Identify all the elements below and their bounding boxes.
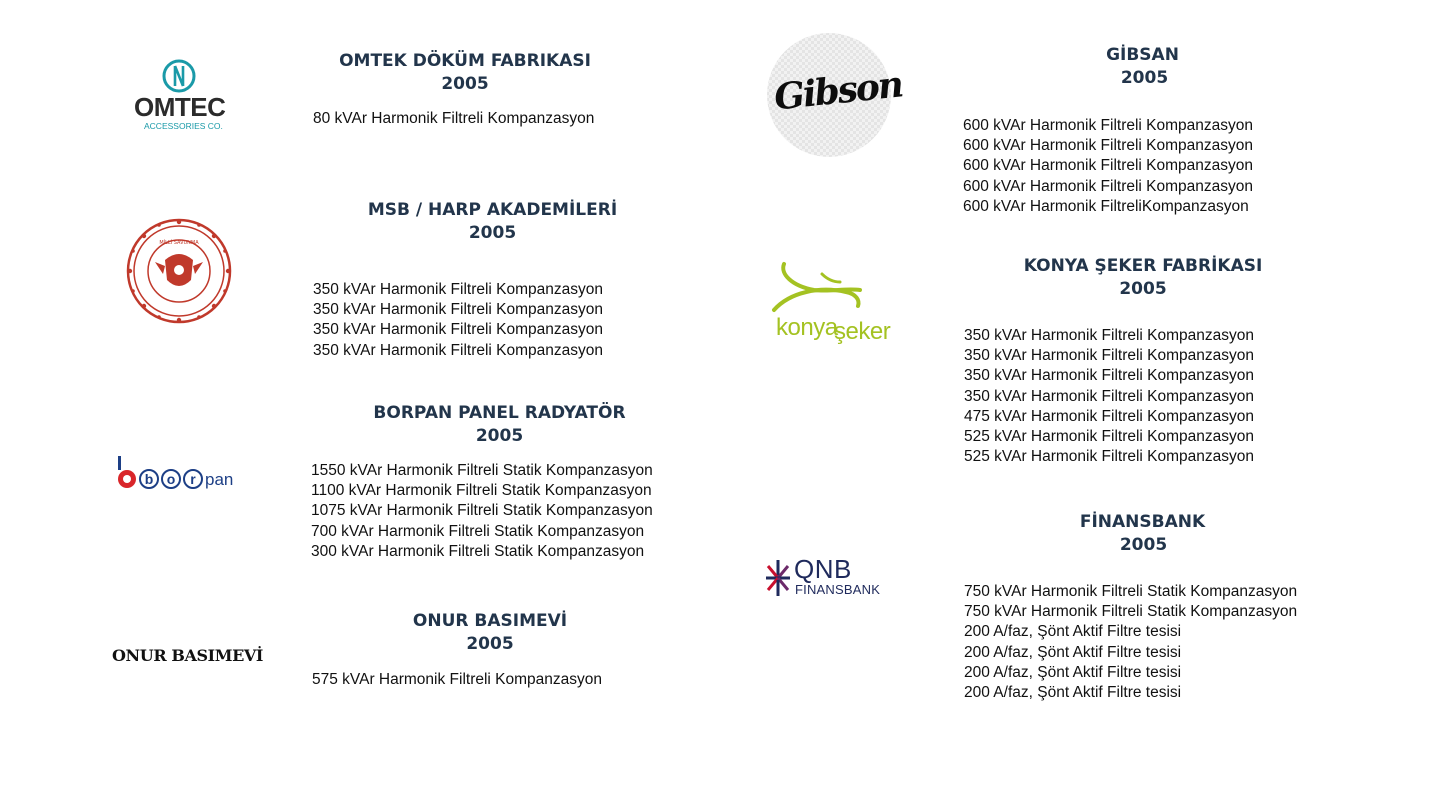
project-item: 600 kVAr Harmonik Filtreli Kompanzasyon <box>963 137 1254 155</box>
project-item: 600 kVAr Harmonik Filtreli Kompanzasyon <box>963 177 1254 195</box>
project-item: 600 kVAr Harmonik Filtreli Kompanzasyon <box>963 117 1254 134</box>
project-year: 2005 <box>441 74 489 94</box>
project-year: 2005 <box>466 634 514 654</box>
project-item: 350 kVAr Harmonik Filtreli Kompanzasyon <box>313 321 604 339</box>
project-item: 350 kVAr Harmonik Filtreli Kompanzasyon <box>964 367 1255 385</box>
svg-text:b: b <box>144 471 154 487</box>
project-item: 475 kVAr Harmonik Filtreli Kompanzasyon <box>964 407 1255 425</box>
project-item: 600 kVAr Harmonik FiltreliKompanzasyon <box>963 197 1249 215</box>
project-name: GİBSAN <box>1106 45 1179 65</box>
project-items <box>963 116 1253 217</box>
onur-basimevi-logo-text: ONUR BASIMEVİ <box>112 646 263 665</box>
project-item: 350 kVAr Harmonik Filtreli Kompanzasyon <box>964 327 1255 344</box>
onur-basimevi-logo <box>112 644 263 670</box>
qnb-emblem-icon <box>764 556 792 600</box>
svg-text:pan: pan <box>205 470 234 489</box>
project-item: 525 kVAr Harmonik Filtreli Kompanzasyon <box>964 428 1255 446</box>
konya-seker-logo <box>770 260 892 354</box>
project-item: 80 kVAr Harmonik Filtreli Kompanzasyon <box>313 110 595 127</box>
project-items <box>311 461 653 562</box>
qnb-finansbank-logo <box>764 554 888 600</box>
project-title <box>1000 44 1285 90</box>
svg-text:MİLLİ SAVUNMA: MİLLİ SAVUNMA <box>159 240 199 246</box>
svg-text:r: r <box>190 471 196 487</box>
project-year: 2005 <box>1119 279 1167 299</box>
project-name: ONUR BASIMEVİ <box>412 611 568 631</box>
project-item: 350 kVAr Harmonik Filtreli Kompanzasyon <box>313 301 604 319</box>
project-items <box>313 109 594 129</box>
seker-logo-text: şeker <box>834 318 891 345</box>
project-title <box>345 199 640 245</box>
konya-logo-text: konya <box>776 314 838 341</box>
project-items <box>313 280 603 361</box>
project-title <box>1000 511 1285 557</box>
project-title <box>320 50 610 96</box>
project-title <box>998 255 1288 301</box>
borpan-emblem-icon <box>116 454 244 494</box>
project-item: 200 A/faz, Şönt Aktif Filtre tesisi <box>964 663 1182 681</box>
project-item: 575 kVAr Harmonik Filtreli Kompanzasyon <box>312 671 603 688</box>
project-title <box>352 402 647 448</box>
project-items <box>964 582 1297 703</box>
project-title <box>345 610 635 656</box>
project-item: 700 kVAr Harmonik Filtreli Statik Kompanzasyon <box>311 522 645 540</box>
gibson-logo <box>766 32 904 158</box>
project-item: 350 kVAr Harmonik Filtreli Kompanzasyon <box>313 281 604 298</box>
omtec-logo-subtext: ACCESSORIES CO. <box>144 121 223 131</box>
qnb-logo-text: QNB <box>794 554 852 584</box>
project-item: 1100 kVAr Harmonik Filtreli Statik Kompanzasyon <box>311 482 652 500</box>
project-name: OMTEK DÖKÜM FABRIKASI <box>339 51 591 71</box>
project-year: 2005 <box>475 426 524 446</box>
project-item: 600 kVAr Harmonik Filtreli Kompanzasyon <box>963 157 1254 175</box>
project-item: 300 kVAr Harmonik Filtreli Statik Kompanzasyon <box>311 542 645 560</box>
msb-emblem-logo <box>125 218 233 324</box>
project-items <box>312 670 602 690</box>
project-item: 525 kVAr Harmonik Filtreli Kompanzasyon <box>964 448 1255 466</box>
project-item: 350 kVAr Harmonik Filtreli Kompanzasyon <box>964 387 1255 405</box>
project-name: BORPAN PANEL RADYATÖR <box>373 403 626 423</box>
project-year: 2005 <box>1120 68 1169 88</box>
project-item: 200 A/faz, Şönt Aktif Filtre tesisi <box>964 684 1182 702</box>
project-item: 1550 kVAr Harmonik Filtreli Statik Kompanzasyon <box>311 462 653 479</box>
project-year: 2005 <box>1119 535 1168 555</box>
msb-emblem-icon <box>125 218 233 324</box>
project-item: 200 A/faz, Şönt Aktif Filtre tesisi <box>964 623 1182 641</box>
project-item: 750 kVAr Harmonik Filtreli Statik Kompanzasyon <box>964 583 1298 600</box>
omtec-logo-text: OMTEC <box>134 92 226 122</box>
gibson-logo-text: Gibson <box>772 63 904 119</box>
project-item: 1075 kVAr Harmonik Filtreli Statik Kompanzasyon <box>311 502 653 520</box>
svg-text:o: o <box>166 471 176 487</box>
omtec-logo <box>134 58 226 134</box>
project-name: KONYA ŞEKER FABRİKASI <box>1023 256 1263 276</box>
project-item: 350 kVAr Harmonik Filtreli Kompanzasyon <box>964 347 1255 365</box>
project-year: 2005 <box>468 223 517 243</box>
finansbank-logo-text: FINANSBANK <box>795 582 881 597</box>
project-item: 750 kVAr Harmonik Filtreli Statik Kompanzasyon <box>964 603 1298 621</box>
project-items <box>964 326 1254 467</box>
project-item: 200 A/faz, Şönt Aktif Filtre tesisi <box>964 643 1182 661</box>
project-name: MSB / HARP AKADEMİLERİ <box>367 200 618 220</box>
project-item: 350 kVAr Harmonik Filtreli Kompanzasyon <box>313 341 604 359</box>
project-name: FİNANSBANK <box>1079 512 1206 532</box>
borpan-logo <box>116 454 244 494</box>
